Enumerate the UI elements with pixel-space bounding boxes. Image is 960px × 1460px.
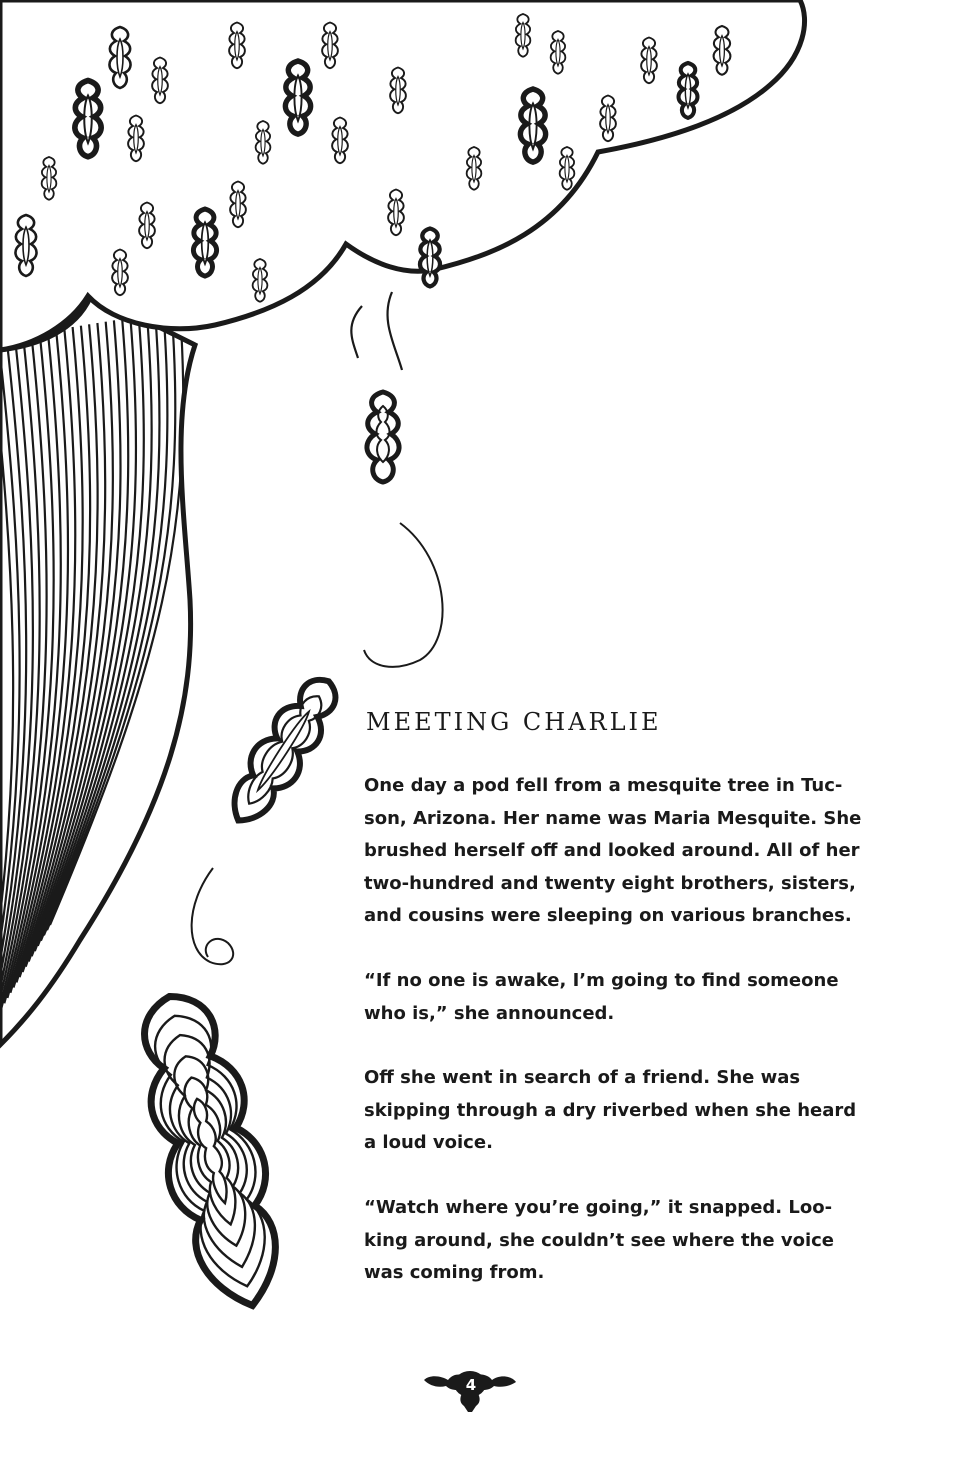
canopy-leaf: [112, 250, 128, 296]
story-paragraph: “If no one is awake, I’m going to find someone who is,” she announced.: [364, 969, 839, 1024]
canopy-leaf: [560, 147, 575, 190]
canopy-leaf: [390, 68, 406, 114]
motion-swirl: [364, 523, 443, 667]
canopy-leaf: [420, 229, 440, 287]
canopy-leaf: [42, 157, 57, 200]
canopy-leaf: [109, 27, 130, 88]
canopy-leaf: [256, 121, 271, 164]
canopy-leaf: [285, 61, 310, 134]
canopy-leaf: [714, 26, 731, 75]
canopy-leaf: [75, 81, 101, 157]
motion-swirl: [192, 868, 234, 964]
falling-leaf-small: [367, 392, 399, 482]
story-text: [364, 770, 864, 1322]
canopy-leaf: [128, 116, 144, 162]
canopy-leaf: [520, 89, 545, 162]
tree-trunk: [0, 298, 195, 1045]
canopy-leaf: [322, 23, 338, 69]
canopy-leaf: [332, 118, 348, 164]
canopy-leaf: [229, 23, 245, 69]
canopy-leaf: [230, 182, 246, 228]
chapter-title: MEETING CHARLIE: [366, 708, 662, 736]
falling-leaf-medium: [217, 668, 349, 834]
canopy-leaf: [551, 31, 566, 74]
canopy-leaf: [152, 58, 168, 104]
canopy-leaf: [15, 215, 36, 276]
motion-swirl: [387, 292, 402, 370]
canopy-leaf: [679, 63, 698, 118]
canopy-leaf: [193, 209, 216, 276]
canopy-leaf: [139, 203, 155, 249]
canopy-leaf: [641, 38, 657, 84]
falling-leaf-large: [123, 984, 300, 1318]
canopy-leaf: [516, 14, 531, 57]
story-paragraph: One day a pod fell from a mesquite tree in Tuc-son, Arizona. Her name was Maria Mesquite. She brushed herself off and looked around. All of her two-hundred and twenty eight brothers, sisters, and cousins were sleeping on various branches.: [364, 775, 862, 927]
page-number: 4: [465, 1376, 477, 1394]
canopy-leaf: [388, 190, 404, 236]
story-paragraph: Off she went in search of a friend. She was skipping through a dry riverbed when she heard a loud voice.: [364, 1067, 857, 1154]
canopy-leaf: [467, 147, 482, 190]
story-paragraph: “Watch where you’re going,” it snapped. Loo-king around, she couldn’t see where the voice was coming from.: [364, 1196, 834, 1284]
motion-swirl: [351, 306, 362, 358]
canopy-leaf: [253, 259, 268, 302]
canopy-leaf: [600, 96, 616, 142]
